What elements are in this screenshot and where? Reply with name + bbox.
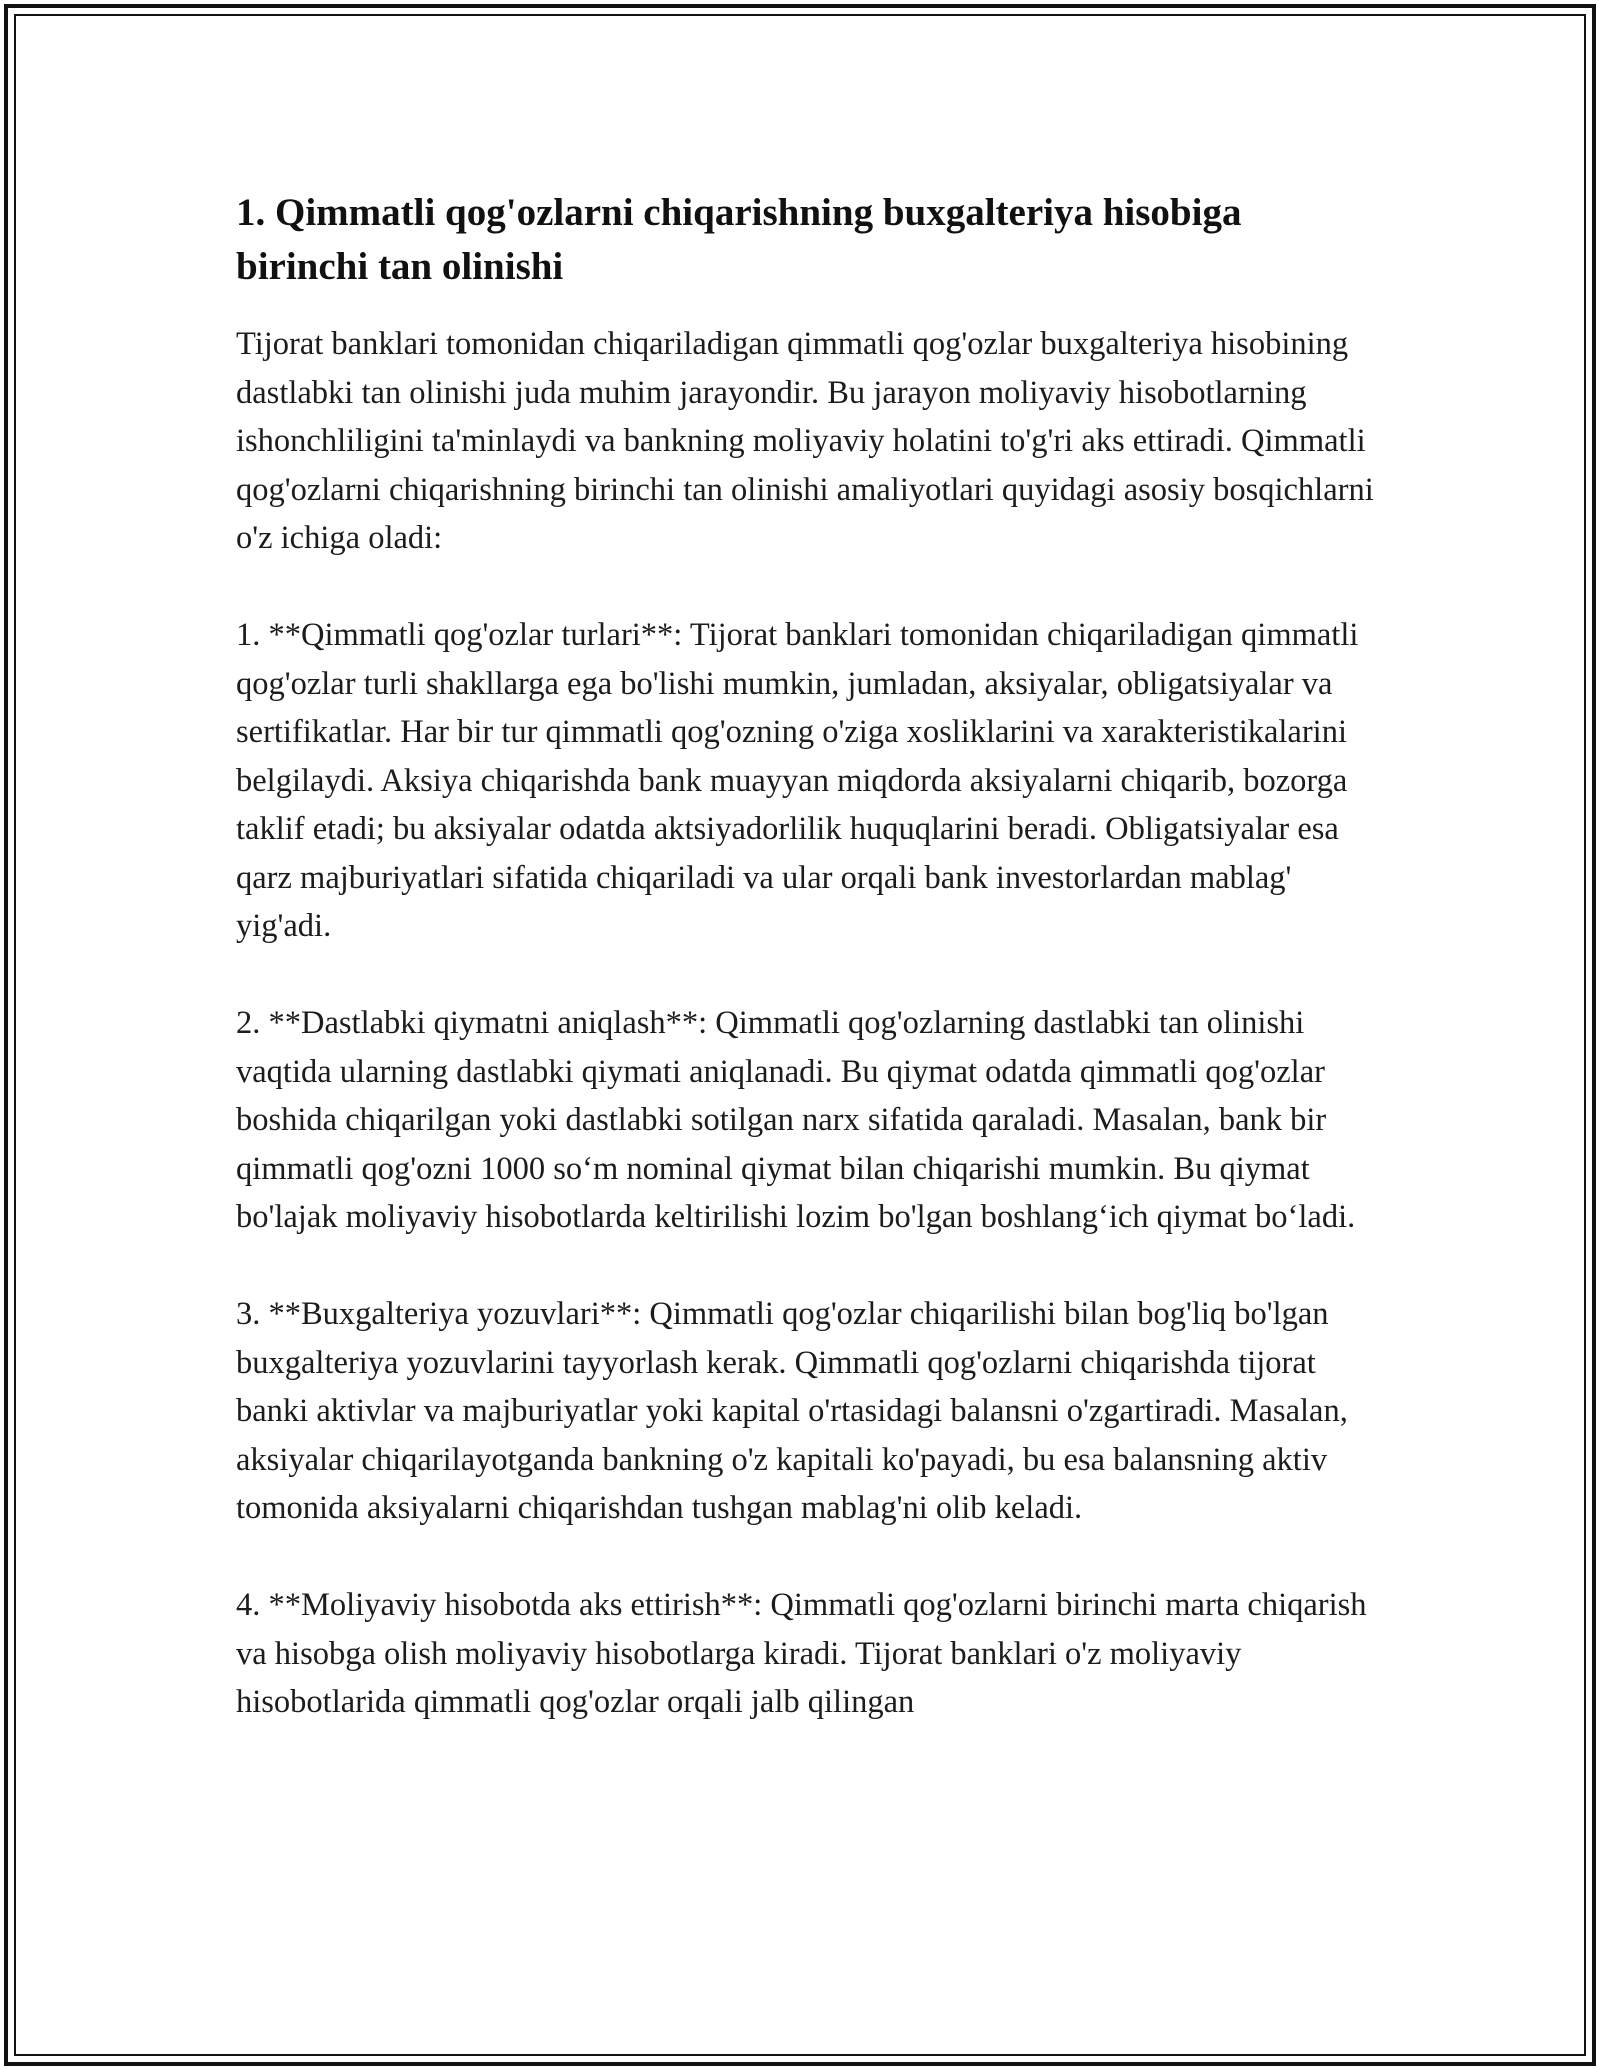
section-heading: 1. Qimmatli qog'ozlarni chiqarishning buxgalteriya hisobiga birinchi tan olinishi [236,191,1242,288]
document-body [236,186,1376,1727]
list-item-initial-value: 2. **Dastlabki qiymatni aniqlash**: Qimmatli qog'ozlarning dastlabki tan olinishi vaqtida ularning dastlabki qiymati aniqlanadi. Bu qiymat odatda qimmatli qog'ozlar boshida chiqarilgan yoki dastlabki sotilgan narx sifatida qaraladi. Masalan, bank bir qimmatli qog'ozni 1000 so‘m nominal qiymat bilan chiqarishi mumkin. Bu qiymat bo'lajak moliyaviy hisobotlarda keltirilishi lozim bo'lgan boshlang‘ich qiymat bo‘ladi. [236,1005,1356,1235]
intro-paragraph: Tijorat banklari tomonidan chiqariladigan qimmatli qog'ozlar buxgalteriya hisobining dastlabki tan olinishi juda muhim jarayondir. Bu jarayon moliyaviy hisobotlarning ishonchliligini ta'minlaydi va bankning moliyaviy holatini to'g'ri aks ettiradi. Qimmatli qog'ozlarni chiqarishning birinchi tan olinishi amaliyotlari quyidagi asosiy bosqichlarni o'z ichiga oladi: [236,326,1374,556]
list-item-securities-types: 1. **Qimmatli qog'ozlar turlari**: Tijorat banklari tomonidan chiqariladigan qimmatli qog'ozlar turli shakllarga ega bo'lishi mumkin, jumladan, aksiyalar, obligatsiyalar va sertifikatlar. Har bir tur qimmatli qog'ozning o'ziga xosliklarini va xarakteristikalarini belgilaydi. Aksiya chiqarishda bank muayyan miqdorda aksiyalarni chiqarib, bozorga taklif etadi; bu aksiyalar odatda aktsiyadorlilik huquqlarini beradi. Obligatsiyalar esa qarz majburiyatlari sifatida chiqariladi va ular orqali bank investorlardan mablag' yig'adi. [236,617,1359,944]
list-item-accounting-entries: 3. **Buxgalteriya yozuvlari**: Qimmatli qog'ozlar chiqarilishi bilan bog'liq bo'lgan buxgalteriya yozuvlarini tayyorlash kerak. Qimmatli qog'ozlarni chiqarishda tijorat banki aktivlar va majburiyatlar yoki kapital o'rtasidagi balansni o'zgartiradi. Masalan, aksiyalar chiqarilayotganda bankning o'z kapitali ko'payadi, bu esa balansning aktiv tomonida aksiyalarni chiqarishdan tushgan mablag'ni olib keladi. [236,1296,1348,1526]
list-item-financial-reporting: 4. **Moliyaviy hisobotda aks ettirish**: Qimmatli qog'ozlarni birinchi marta chiqarish va hisobga olish moliyaviy hisobotlarga kiradi. Tijorat banklari o'z moliyaviy hisobotlarida qimmatli qog'ozlar orqali jalb qilingan [236,1587,1367,1720]
